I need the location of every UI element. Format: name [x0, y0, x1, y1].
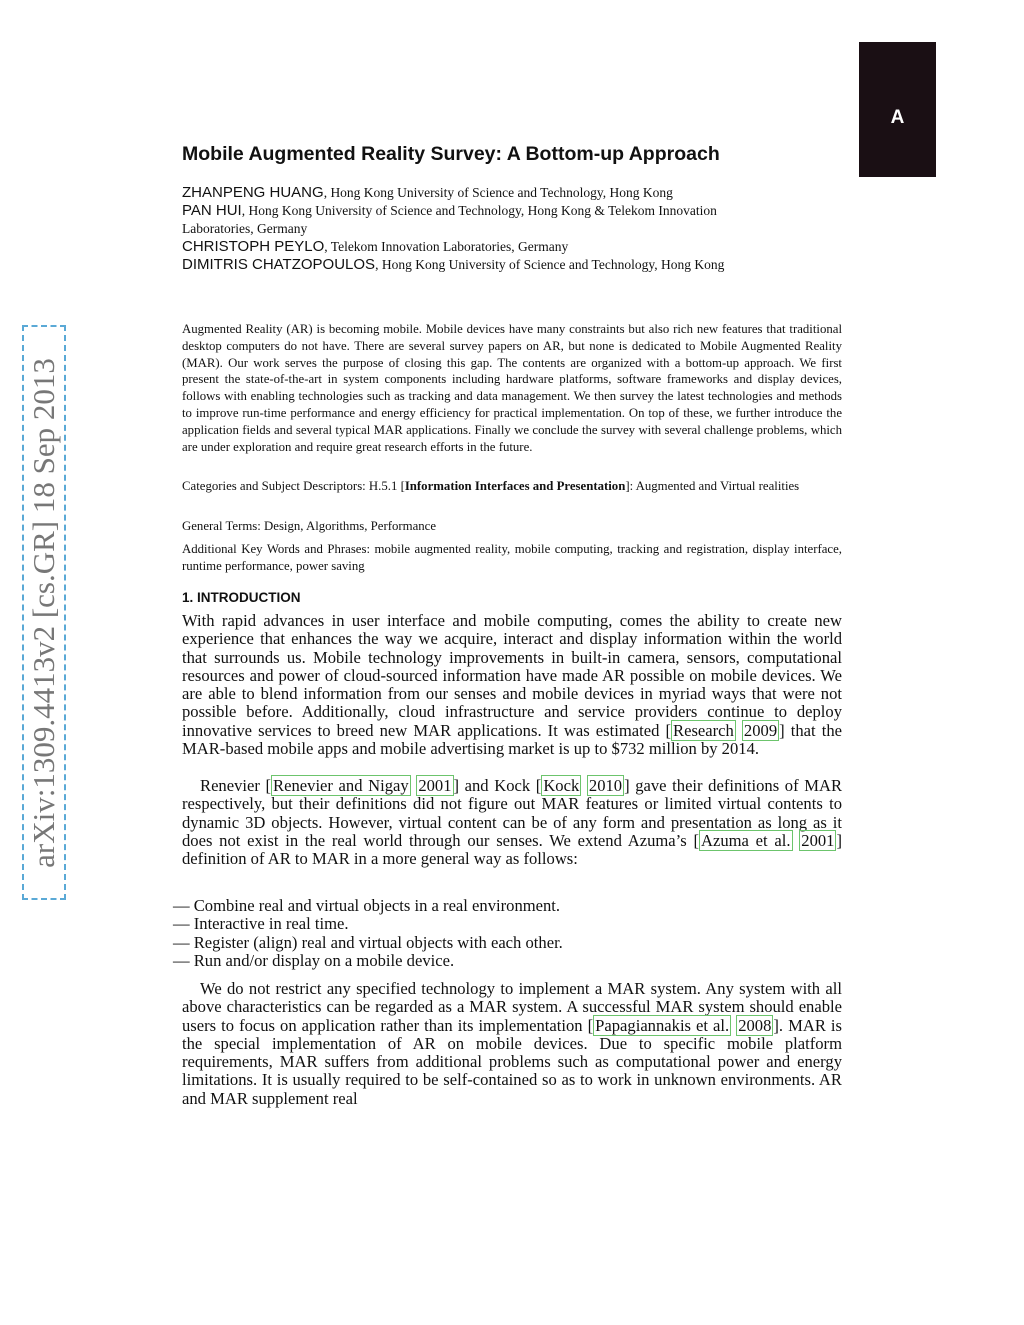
citation-link[interactable]: Research — [673, 720, 734, 740]
list-item: — Combine real and virtual objects in a real environment. — [173, 896, 561, 915]
arxiv-stamp — [22, 325, 66, 900]
keywords: Additional Key Words and Phrases: mobile augmented reality, mobile computing, tracking and registration, display interface, runtime performance, power saving — [182, 542, 842, 573]
author-line — [182, 256, 822, 274]
citation-year-link[interactable]: 2009 — [743, 720, 778, 740]
journal-section-tab — [859, 42, 936, 177]
author-affiliation: , Hong Kong University of Science and Technology, Hong Kong & Telekom Innovation — [241, 203, 717, 218]
author-name: PAN HUI — [182, 202, 242, 219]
section-heading: 1. INTRODUCTION — [182, 590, 301, 605]
intro-paragraph-1: With rapid advances in user interface and mobile computing, comes the ability to create new experience that enhances the way we acquire, interact and display information within the world that surrounds us. Mobile technology improvements in built-in camera, sensors, computational resources and power of cloud-sourced information have made AR possible on mobile devices. We are able to blend information from our senses and mobile devices in myriad ways that were not possible before. Additionally, cloud infrastructure and service providers continue to deploy innovative services to breed new MAR applications. It was estimated [ Research 2009 ] that the MAR-based mobile apps and mobile advertising market is up to $732 million by 2014. — [182, 611, 842, 759]
list-item: — Register (align) real and virtual objects with each other. — [173, 932, 563, 952]
citation-year-link[interactable]: 2001 — [801, 830, 835, 850]
author-name: ZHANPENG HUANG — [182, 184, 324, 201]
categories-descriptors: Categories and Subject Descriptors: H.5.1 [Information Interfaces and Presentation]: Augmented and Virtual realities — [182, 479, 800, 493]
author-affiliation: , Telekom Innovation Laboratories, Germany — [324, 239, 569, 254]
citation-link[interactable]: Kock — [543, 776, 580, 795]
citation-link[interactable]: Papagiannakis et al. — [595, 1015, 730, 1035]
section-letter: A — [890, 107, 905, 128]
definition-list — [173, 897, 853, 970]
author-line — [182, 184, 822, 202]
arxiv-identifier: arXiv:1309.4413v2 [cs.GR] 18 Sep 2013 — [26, 357, 61, 868]
list-item: — Run and/or display on a mobile device. — [173, 950, 455, 970]
author-line — [182, 220, 822, 238]
citation-link[interactable]: Renevier and Nigay — [273, 776, 409, 795]
paper-title: Mobile Augmented Reality Survey: A Bottom-up Approach — [182, 143, 720, 165]
intro-paragraph-2: Renevier [ Renevier and Nigay 2001 ] and Kock [ Kock 2010 ] gave their definitions of MAR respectively, but their definitions did not figure out MAR features or limited virtual contents to dynamic 3D objects. However, virtual content can be of any form and presentation as long as it does not exist in the real world through our senses. We extend Azuma’s [ Azuma et al. 2001 ] definition of AR to MAR in a more general way as follows: — [182, 776, 843, 869]
author-name: CHRISTOPH PEYLO — [182, 238, 325, 255]
author-affiliation: , Hong Kong University of Science and Technology, Hong Kong — [323, 185, 673, 200]
author-block — [182, 184, 822, 274]
author-line — [182, 202, 822, 220]
citation-year-link[interactable]: 2008 — [738, 1015, 772, 1035]
abstract: Augmented Reality (AR) is becoming mobile. Mobile devices have many constraints but also rich new features that traditional desktop computers do not have. There are several survey papers on AR, but none is dedicated to Mobile Augmented Reality (MAR). Our work serves the purpose of closing this gap. The contents are organized with a bottom-up approach. We first present the state-of-the-art in system components including hardware platforms, software frameworks and display devices, follows with enabling technologies such as tracking and data management. We then survey the latest technologies and methods to improve run-time performance and energy efficiency for practical implementation. On top of these, we further introduce the application fields and several typical MAR applications. Finally we conclude the survey with several challenge problems, which are under exploration and require great research efforts in the future. — [182, 322, 842, 454]
author-affiliation: Laboratories, Germany — [182, 221, 308, 236]
citation-year-link[interactable]: 2001 — [418, 776, 452, 795]
general-terms: General Terms: Design, Algorithms, Performance — [182, 519, 437, 533]
author-line — [182, 238, 822, 256]
author-affiliation: , Hong Kong University of Science and Technology, Hong Kong — [375, 257, 725, 272]
citation-year-link[interactable]: 2010 — [588, 776, 623, 795]
intro-paragraph-3: We do not restrict any specified technology to implement a MAR system. Any system with all above characteristics can be regarded as a MAR system. A successful MAR system should enable users to focus on application rather than its implementation [ Papagiannakis et al. 2008 ]. MAR is the special implementation of AR on mobile devices. Due to specific mobile platform requirements, MAR suffers from additional problems such as computational power and energy limitations. It is usually required to be self-contained so as to work in unknown environments. AR and MAR supplement real — [182, 979, 842, 1108]
author-name: DIMITRIS CHATZOPOULOS — [182, 256, 376, 273]
citation-link[interactable]: Azuma et al. — [700, 830, 791, 850]
list-item: — Interactive in real time. — [173, 914, 349, 934]
